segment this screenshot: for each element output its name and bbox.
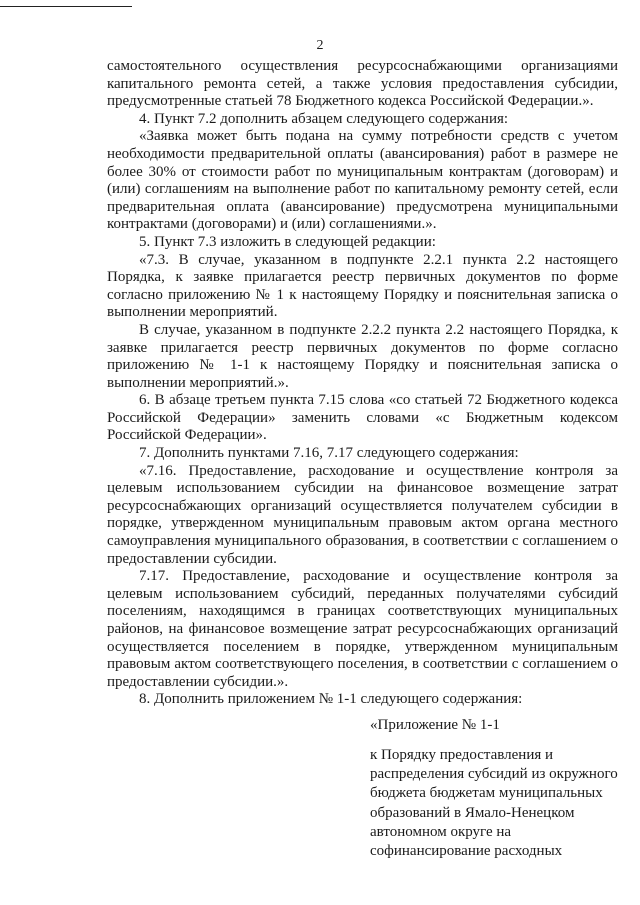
appendix-line: к Порядку предоставления и: [370, 747, 554, 763]
paragraph-item-8: 8. Дополнить приложением № 1-1 следующего содержания:: [139, 691, 523, 708]
paragraph-continuation: самостоятельного осуществления ресурсоснабжающими организациями капитального ремонта сетей, а также условия предоставления субсидии, предусмотренные статьей 78 Бюджетного кодекса Российской Федерации.».: [107, 58, 618, 110]
paragraph-item-7-16: «7.16. Предоставление, расходование и осуществление контроля за целевым использованием субсидии на финансовое возмещение затрат ресурсоснабжающих организаций осуществляется получателем субсидии в порядке, утвержденном муниципальным правовым актом органа местного самоуправления муниципального образования, в соответствии с соглашением о предоставлении субсидии.: [107, 462, 618, 567]
paragraph-item-5: 5. Пункт 7.3 изложить в следующей редакции:: [139, 233, 436, 250]
paragraph-item-5-quote-b: В случае, указанном в подпункте 2.2.2 пункта 2.2 настоящего Порядка, к заявке прилагается реестр первичных документов по форме согласно приложению № 1-1 к настоящему Порядку и пояснительная записка о выполнении мероприятий.».: [107, 321, 618, 391]
header-rule: [0, 6, 132, 7]
paragraph-item-4-quote: «Заявка может быть подана на сумму потребности средств с учетом необходимости предварительной оплаты (авансирования) работ в размере не более 30% от стоимости работ по муниципальным контрактам (договорам) и (или) соглашениям на выполнение работ по капитальному ремонту сетей, если предварительная оплата (авансирование) предусмотрена муниципальными контрактами (договорами) и (или) соглашениями.».: [107, 128, 618, 233]
document-body: [107, 58, 618, 709]
appendix-heading-block: [370, 746, 620, 861]
appendix-line: бюджета бюджетам муниципальных: [370, 785, 603, 802]
paragraph-item-6: 6. В абзаце третьем пункта 7.15 слова «со статьей 72 Бюджетного кодекса Российской Федерации» заменить словами «с Бюджетным кодексом Российской Федерации».: [107, 392, 618, 444]
appendix-line: автономном округе на: [370, 823, 512, 840]
paragraph-item-7-17: 7.17. Предоставление, расходование и осуществление контроля за целевым использованием субсидий, переданных получателями субсидий поселениям, находящимся в границах соответствующих муниципальных районов, на финансовое возмещение затрат ресурсоснабжающих организаций осуществляется поселением в порядке, утвержденном муниципальным правовым актом соответствующего поселения, в соответствии с соглашением о предоставлении субсидии.».: [107, 568, 618, 690]
appendix-line: софинансирование расходных: [370, 843, 563, 860]
appendix-line: распределения субсидий из окружного: [370, 766, 618, 783]
appendix-title: «Приложение № 1-1: [370, 717, 500, 733]
paragraph-item-4: 4. Пункт 7.2 дополнить абзацем следующего содержания:: [139, 110, 509, 127]
paragraph-item-5-quote-a: «7.3. В случае, указанном в подпункте 2.2.1 пункта 2.2 настоящего Порядка, к заявке прилагается реестр первичных документов по форме согласно приложению № 1 к настоящему Порядку и пояснительная записка о выполнении мероприятий.: [107, 251, 618, 321]
page-number: 2: [316, 38, 324, 53]
appendix-line: образований в Ямало-Ненецком: [370, 804, 575, 821]
paragraph-item-7: 7. Дополнить пунктами 7.16, 7.17 следующего содержания:: [139, 445, 519, 462]
